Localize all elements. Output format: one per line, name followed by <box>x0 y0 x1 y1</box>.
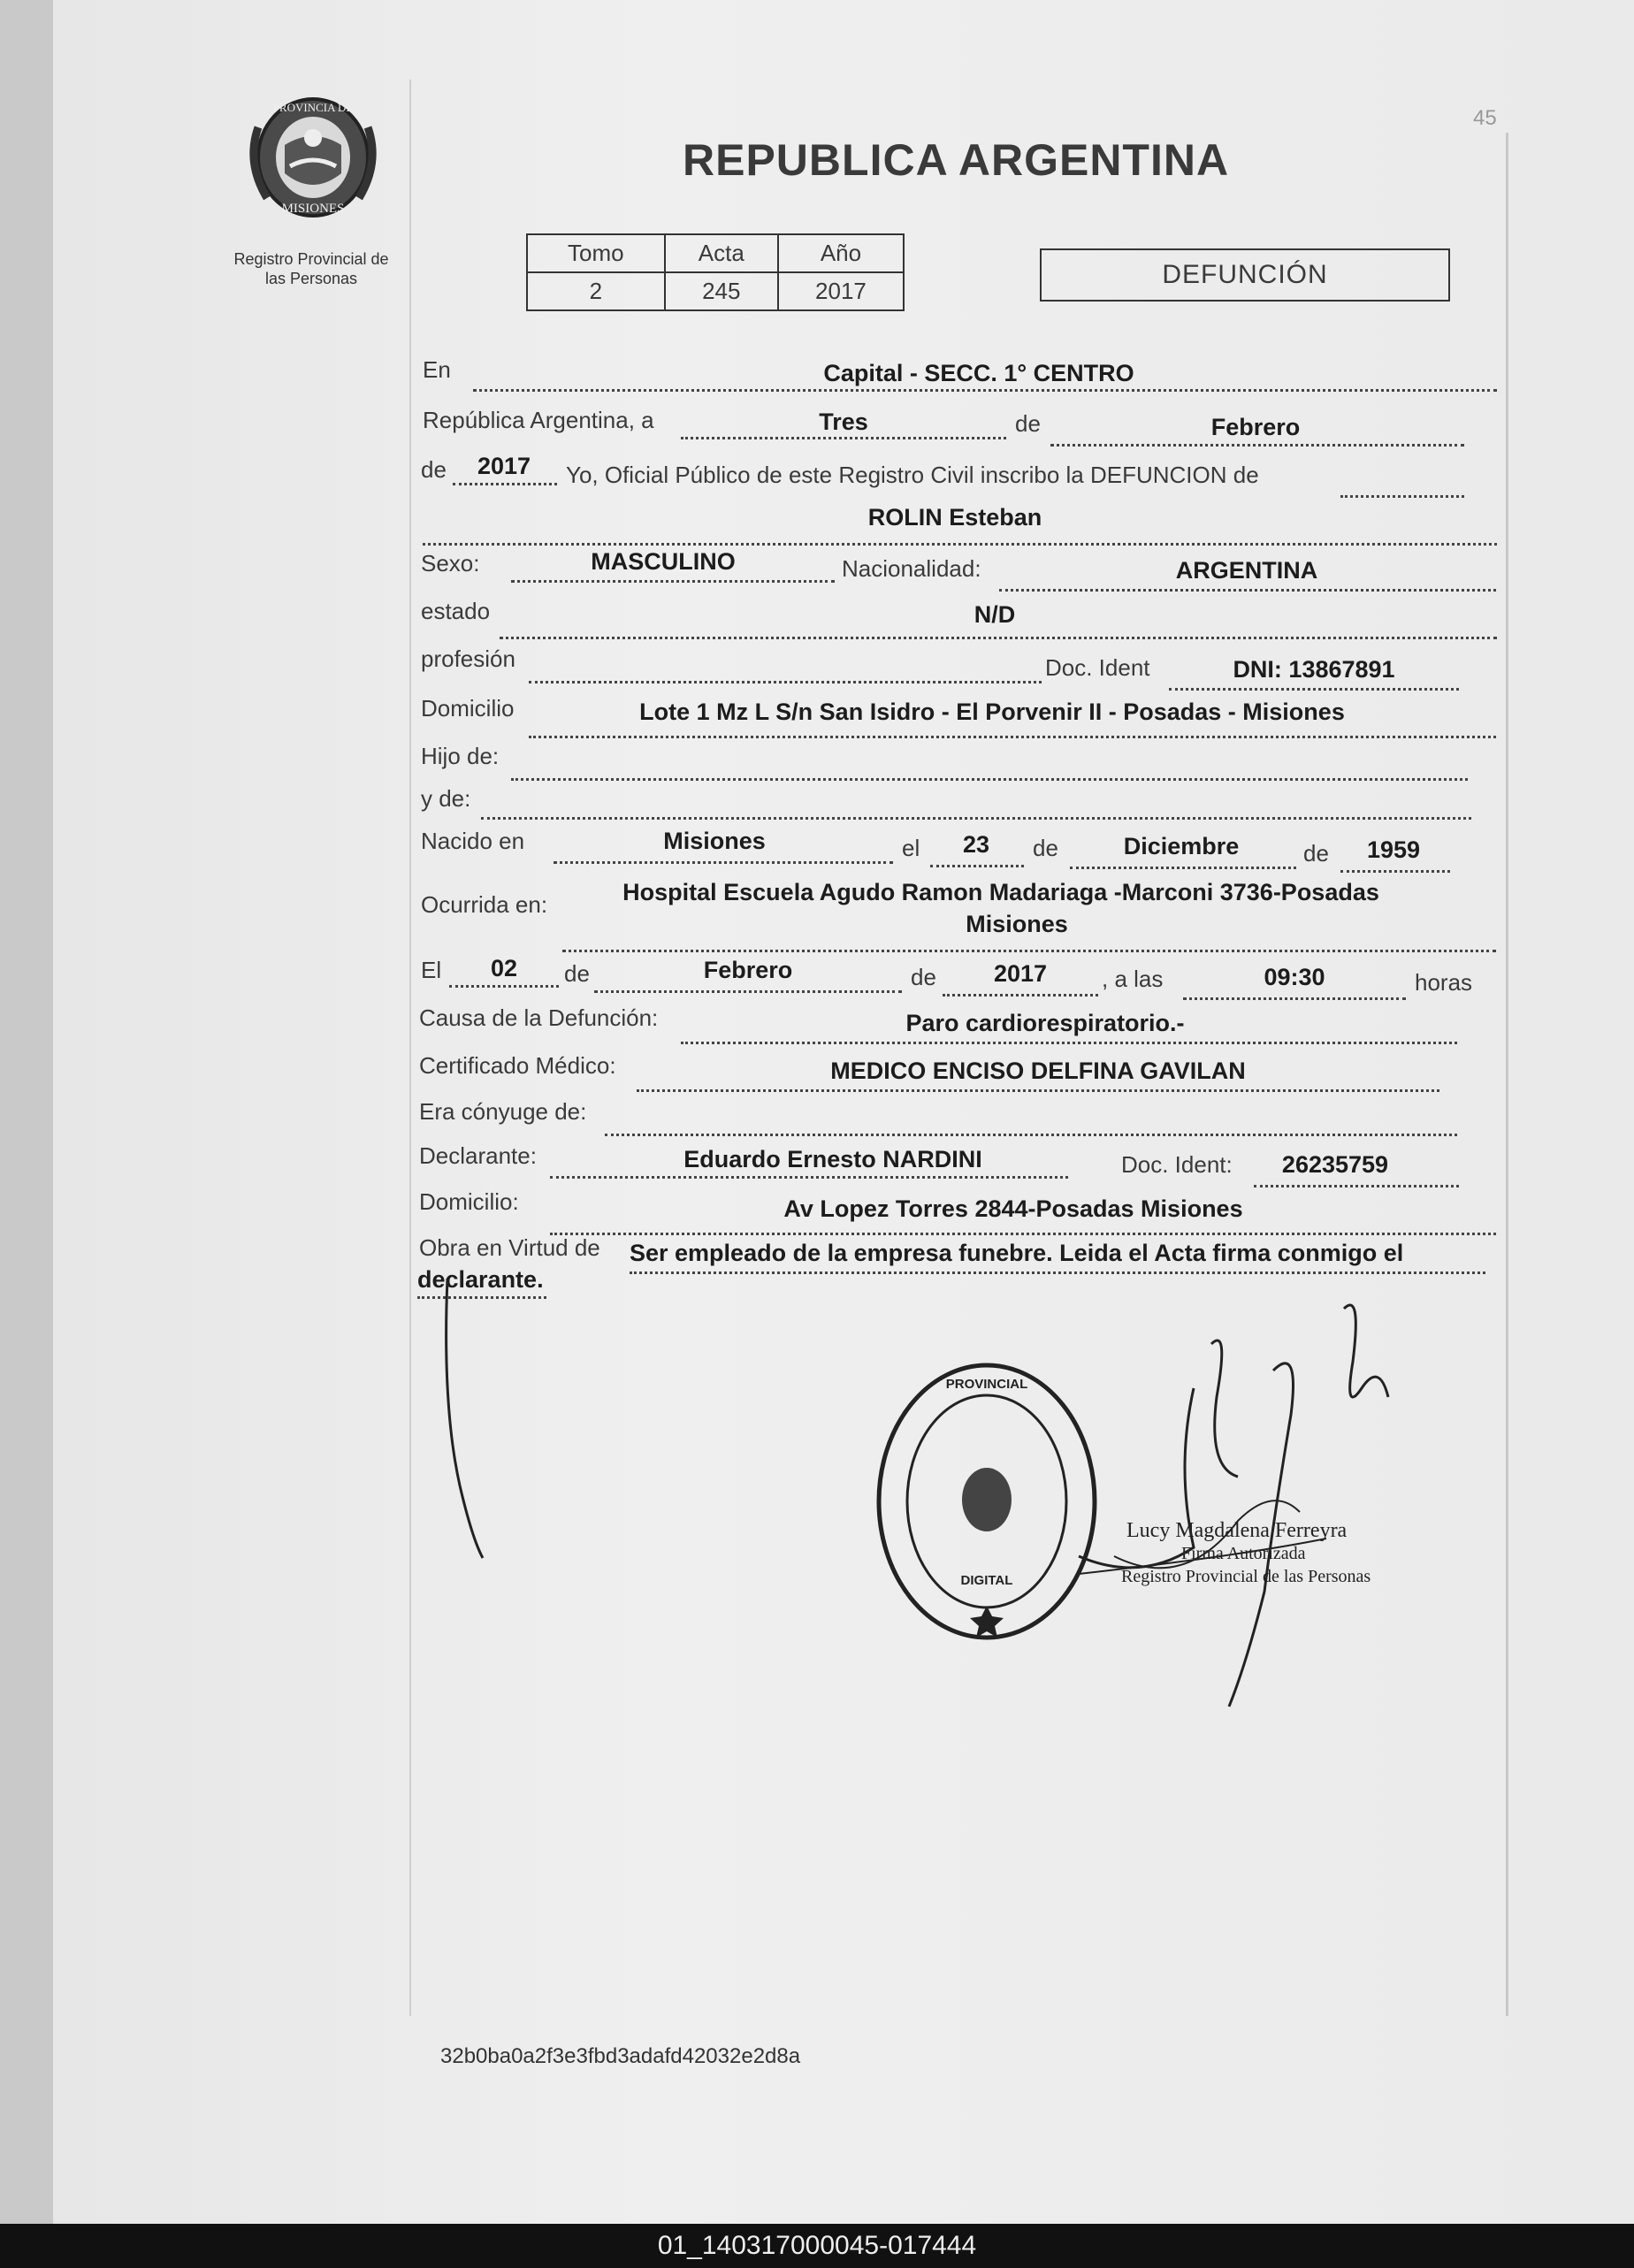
value-ocurrida-line1: Hospital Escuela Agudo Ramon Madariaga -Marconi 3736-Posadas <box>622 879 1379 905</box>
value-mes: Febrero <box>1210 414 1301 440</box>
label-de-mes: de <box>1033 835 1058 861</box>
dotted-line <box>453 483 557 485</box>
dotted-line <box>449 985 559 988</box>
label-nacionalidad: Nacionalidad: <box>842 555 981 582</box>
label-horas: horas <box>1415 969 1473 996</box>
label-de-def-anio: de <box>911 964 936 990</box>
dotted-line <box>529 736 1496 738</box>
page-left-margin <box>0 0 53 2224</box>
label-el-fecha: El <box>421 957 442 983</box>
value-lugar: Capital - SECC. 1° CENTRO <box>823 360 1134 386</box>
ref-header-tomo: Tomo <box>527 234 665 272</box>
value-def-anio: 2017 <box>993 960 1048 987</box>
dotted-line <box>529 681 1042 683</box>
label-domicilio: Domicilio <box>421 695 515 722</box>
label-domicilio-declarante: Domicilio: <box>419 1188 519 1215</box>
label-sexo: Sexo: <box>421 550 480 577</box>
value-estado: N/D <box>974 601 1016 628</box>
svg-text:PROVINCIA DE: PROVINCIA DE <box>272 101 354 114</box>
value-nac-dia: 23 <box>962 831 990 858</box>
value-declarante-domicilio: Av Lopez Torres 2844-Posadas Misiones <box>783 1195 1243 1222</box>
dotted-line <box>423 543 1497 546</box>
dotted-line <box>550 1176 1068 1179</box>
dotted-line <box>1340 870 1450 873</box>
signature-name: Lucy Magdalena Ferreyra <box>1126 1519 1348 1542</box>
frame-left-line <box>409 80 411 2016</box>
label-de-def-mes: de <box>564 960 590 987</box>
dotted-line <box>562 950 1496 952</box>
label-de: de <box>1015 410 1041 437</box>
dotted-line <box>1050 444 1464 447</box>
value-obra-line1: Ser empleado de la empresa funebre. Leida el Acta firma conmigo el <box>630 1240 1404 1266</box>
svg-text:DIGITAL: DIGITAL <box>960 1573 1013 1588</box>
cancellation-stroke <box>433 1273 522 1565</box>
frame-right-line <box>1506 133 1508 2016</box>
dotted-line <box>630 1271 1485 1274</box>
ref-header-anio: Año <box>778 234 904 272</box>
dotted-line <box>550 1233 1496 1235</box>
document-hash: 32b0ba0a2f3e3fbd3adafd42032e2d8a <box>440 2044 801 2068</box>
dotted-line <box>637 1089 1439 1092</box>
label-el: el <box>902 835 920 861</box>
dotted-line <box>481 817 1471 820</box>
value-doc-ident: DNI: 13867891 <box>1233 656 1395 683</box>
label-doc-ident-declarante: Doc. Ident: <box>1121 1151 1233 1178</box>
dotted-line <box>605 1134 1457 1136</box>
dotted-line <box>681 1042 1457 1044</box>
value-dia: Tres <box>819 409 868 435</box>
svg-text:PROVINCIAL: PROVINCIAL <box>945 1377 1028 1392</box>
label-doc-ident: Doc. Ident <box>1045 654 1150 681</box>
label-nacido-en: Nacido en <box>421 828 525 854</box>
label-causa: Causa de la Defunción: <box>419 1004 659 1031</box>
ref-value-tomo: 2 <box>527 272 665 310</box>
dotted-line <box>999 589 1496 592</box>
label-de-anio: de <box>421 456 447 483</box>
dotted-line <box>511 778 1468 781</box>
label-estado: estado <box>421 598 491 624</box>
dotted-line <box>1340 495 1464 498</box>
registry-caption: Registro Provincial de las Personas <box>233 250 389 287</box>
ref-value-acta: 245 <box>665 272 778 310</box>
value-declarante-doc: 26235759 <box>1281 1151 1389 1178</box>
label-declarante: Declarante: <box>419 1142 537 1169</box>
signature-icon <box>1008 1291 1468 1715</box>
value-nac-anio: 1959 <box>1366 836 1421 863</box>
value-ocurrida-line2: Misiones <box>966 911 1068 937</box>
value-obra-line2: declarante. <box>417 1266 544 1293</box>
dotted-line <box>681 437 1006 439</box>
value-nac-mes: Diciembre <box>1123 833 1240 859</box>
label-certificado: Certificado Médico: <box>419 1052 616 1079</box>
reference-table <box>526 233 905 311</box>
value-nacionalidad: ARGENTINA <box>1175 557 1318 584</box>
label-a-las: , a las <box>1102 966 1164 992</box>
value-certificado: MEDICO ENCISO DELFINA GAVILAN <box>830 1058 1246 1084</box>
label-republica: República Argentina, a <box>423 407 654 433</box>
dotted-line <box>554 861 893 864</box>
label-en: En <box>423 356 451 383</box>
page-number: 45 <box>1473 106 1497 130</box>
value-sexo: MASCULINO <box>591 548 736 575</box>
dotted-line <box>1070 867 1296 869</box>
svg-text:MISIONES: MISIONES <box>281 202 345 216</box>
dotted-line <box>473 389 1497 392</box>
value-def-dia: 02 <box>490 955 518 981</box>
dotted-line <box>943 994 1098 997</box>
label-profesion: profesión <box>421 645 515 672</box>
dotted-line <box>930 865 1024 867</box>
value-hora: 09:30 <box>1264 964 1325 990</box>
value-domicilio: Lote 1 Mz L S/n San Isidro - El Porvenir II - Posadas - Misiones <box>639 699 1345 725</box>
province-crest-icon <box>241 92 386 230</box>
value-declarante: Eduardo Ernesto NARDINI <box>683 1146 982 1172</box>
dotted-line <box>1254 1185 1459 1187</box>
label-de-anio-nac: de <box>1303 840 1329 867</box>
value-def-mes: Febrero <box>703 957 793 983</box>
dotted-line <box>1169 688 1459 691</box>
label-conyuge: Era cónyuge de: <box>419 1098 587 1125</box>
document-type-box: DEFUNCIÓN <box>1040 248 1450 302</box>
value-nacido-en: Misiones <box>663 828 766 854</box>
dotted-line <box>511 580 835 583</box>
signature-org: Registro Provincial de las Personas <box>1121 1567 1371 1586</box>
value-causa: Paro cardiorespiratorio.- <box>905 1010 1185 1036</box>
ref-value-anio: 2017 <box>778 272 904 310</box>
label-yo: Yo, Oficial Público de este Registro Civil inscribo la DEFUNCION de <box>566 462 1259 488</box>
label-obra: Obra en Virtud de <box>419 1234 600 1261</box>
signature-role: Firma Autorizada <box>1181 1544 1306 1563</box>
label-ocurrida-en: Ocurrida en: <box>421 891 548 918</box>
label-hijo-de: Hijo de: <box>421 743 500 769</box>
dotted-line <box>500 637 1497 639</box>
ref-header-acta: Acta <box>665 234 778 272</box>
label-y-de: y de: <box>421 785 471 812</box>
dotted-line <box>1183 997 1406 1000</box>
value-nombre: ROLIN Esteban <box>867 504 1042 531</box>
dotted-line <box>594 990 902 993</box>
file-id-bar: 01_140317000045-017444 <box>0 2224 1634 2268</box>
document-title: REPUBLICA ARGENTINA <box>683 135 1230 185</box>
value-anio: 2017 <box>477 453 531 479</box>
